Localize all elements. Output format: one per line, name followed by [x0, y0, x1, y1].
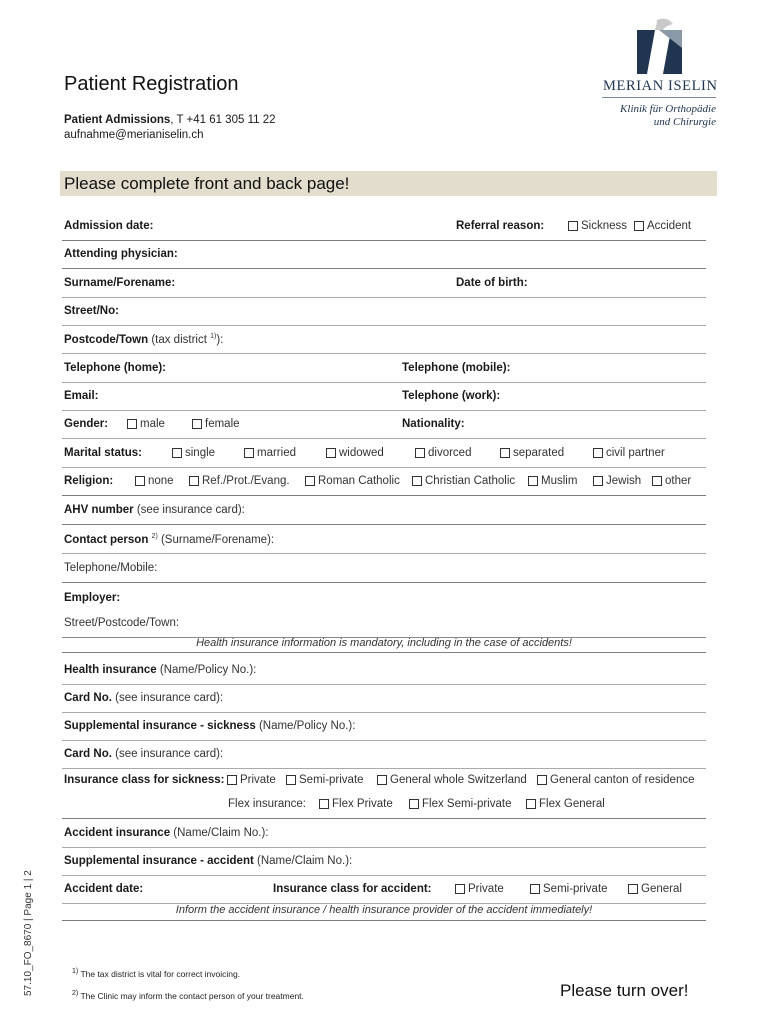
row-health-insurance [62, 656, 706, 685]
row-employer-address [62, 609, 706, 638]
card-no-2-label[interactable]: Card No. (see insurance card): [64, 748, 224, 760]
logo-name: MERIAN ISELIN [603, 78, 718, 94]
card-no-label[interactable]: Card No. (see insurance card): [64, 692, 224, 704]
logo-subtitle [596, 103, 716, 129]
marital-single-checkbox[interactable]: single [172, 447, 215, 459]
row-gender [62, 410, 706, 439]
page-title: Patient Registration [64, 73, 239, 95]
logo-icon [637, 18, 682, 74]
surname-label[interactable]: Surname/Forename: [64, 277, 176, 289]
referral-accident-checkbox[interactable]: Accident [634, 220, 691, 232]
marital-civil-partner-checkbox[interactable]: civil partner [593, 447, 665, 459]
religion-label: Religion: [64, 475, 114, 487]
divider-2 [62, 652, 706, 653]
nationality-label[interactable]: Nationality: [402, 418, 465, 430]
dob-label[interactable]: Date of birth: [456, 277, 528, 289]
footnote-2: $^{2)}$ The Clinic may inform the contact person of your treatment. [72, 990, 304, 1001]
row-accident-date [62, 875, 706, 904]
religion-other-checkbox[interactable]: other [652, 475, 691, 487]
religion-none-checkbox[interactable]: none [135, 475, 174, 487]
gender-female-checkbox[interactable]: female [192, 418, 240, 430]
row-physician [62, 240, 706, 269]
class-general-switzerland-checkbox[interactable]: General whole Switzerland [377, 774, 527, 786]
email-label[interactable]: Email: [64, 390, 99, 402]
row-email [62, 382, 706, 411]
health-insurance-label[interactable]: Health insurance (Name/Policy No.): [64, 664, 257, 676]
flex-label: Flex insurance: [228, 798, 306, 810]
row-contact-tel [62, 554, 706, 583]
contact-block [64, 113, 276, 143]
admissions-email: aufnahme@merianiselin.ch [64, 129, 204, 141]
marital-label: Marital status: [64, 447, 142, 459]
row-postcode [62, 325, 706, 354]
admissions-phone: , T +41 61 305 11 22 [170, 114, 276, 126]
row-card-no [62, 684, 706, 713]
row-religion [62, 467, 706, 496]
acc-semiprivate-checkbox[interactable]: Semi-private [530, 883, 608, 895]
row-supp-sickness [62, 712, 706, 741]
contact-tel-label[interactable]: Telephone/Mobile: [64, 562, 158, 574]
row-flex [62, 790, 706, 819]
referral-reason-label: Referral reason: [456, 220, 545, 232]
row-supp-accident [62, 847, 706, 876]
religion-muslim-checkbox[interactable]: Muslim [528, 475, 577, 487]
gender-male-checkbox[interactable]: male [127, 418, 165, 430]
religion-reformed-checkbox[interactable]: Ref./Prot./Evang. [189, 475, 290, 487]
logo-divider [602, 97, 716, 98]
row-contact [62, 525, 706, 554]
logo-subtitle-line1: Klinik für Orthopädie [620, 103, 716, 115]
flex-general-checkbox[interactable]: Flex General [526, 798, 605, 810]
street-label[interactable]: Street/No: [64, 305, 119, 317]
acc-general-checkbox[interactable]: General [628, 883, 682, 895]
referral-sickness-checkbox[interactable]: Sickness [568, 220, 627, 232]
row-card-no-2 [62, 740, 706, 769]
class-semiprivate-checkbox[interactable]: Semi-private [286, 774, 364, 786]
flex-private-checkbox[interactable]: Flex Private [319, 798, 393, 810]
divider-3 [62, 920, 706, 921]
marital-separated-checkbox[interactable]: separated [500, 447, 564, 459]
acc-private-checkbox[interactable]: Private [455, 883, 504, 895]
document-reference: 57.10_FO_8670 | Page 1 | 2 [23, 870, 34, 996]
marital-widowed-checkbox[interactable]: widowed [326, 447, 384, 459]
row-ahv [62, 496, 706, 525]
footnote-1: $^{1)}$ The tax district is vital for correct invoicing. [72, 968, 241, 979]
row-telephone [62, 354, 706, 383]
class-general-canton-checkbox[interactable]: General canton of residence [537, 774, 694, 786]
admission-date-label[interactable]: Admission date: [64, 220, 154, 232]
accident-note: Inform the accident insurance / health insurance provider of the accident immediately! [175, 904, 593, 916]
tel-mobile-label[interactable]: Telephone (mobile): [402, 362, 511, 374]
employer-label[interactable]: Employer: [64, 592, 121, 604]
attending-physician-label[interactable]: Attending physician: [64, 248, 178, 260]
row-accident-insurance [62, 819, 706, 848]
postcode-label[interactable]: Postcode/Town (tax district $^{1)}$): [64, 333, 224, 346]
class-private-checkbox[interactable]: Private [227, 774, 276, 786]
row-admission [62, 212, 706, 241]
accident-class-label: Insurance class for accident: [273, 883, 432, 895]
flex-semiprivate-checkbox[interactable]: Flex Semi-private [409, 798, 511, 810]
religion-jewish-checkbox[interactable]: Jewish [593, 475, 641, 487]
marital-married-checkbox[interactable]: married [244, 447, 296, 459]
banner-text: Please complete front and back page! [64, 174, 350, 193]
health-insurance-note: Health insurance information is mandatory, including in the case of accidents! [196, 637, 572, 649]
row-employer [62, 584, 706, 612]
supp-sickness-label[interactable]: Supplemental insurance - sickness (Name/Policy No.): [64, 720, 356, 732]
gender-label: Gender: [64, 418, 109, 430]
tel-home-label[interactable]: Telephone (home): [64, 362, 167, 374]
admissions-label: Patient Admissions [64, 114, 171, 126]
logo-subtitle-line2: und Chirurgie [653, 116, 716, 128]
tel-work-label[interactable]: Telephone (work): [402, 390, 501, 402]
turn-over-text: Please turn over! [560, 981, 689, 1000]
religion-roman-catholic-checkbox[interactable]: Roman Catholic [305, 475, 400, 487]
ahv-label[interactable]: AHV number (see insurance card): [64, 504, 245, 516]
insurance-class-label: Insurance class for sickness: [64, 774, 225, 786]
supp-accident-label[interactable]: Supplemental insurance - accident (Name/Claim No.): [64, 855, 353, 867]
instruction-banner [60, 171, 717, 196]
row-street [62, 297, 706, 326]
religion-christian-catholic-checkbox[interactable]: Christian Catholic [412, 475, 515, 487]
employer-address-label[interactable]: Street/Postcode/Town: [64, 617, 180, 629]
accident-insurance-label[interactable]: Accident insurance (Name/Claim No.): [64, 827, 269, 839]
marital-divorced-checkbox[interactable]: divorced [415, 447, 471, 459]
row-name [62, 269, 706, 298]
row-marital [62, 439, 706, 468]
contact-person-label[interactable]: Contact person $^{2)}$ (Surname/Forename): [64, 533, 275, 546]
accident-date-label[interactable]: Accident date: [64, 883, 144, 895]
